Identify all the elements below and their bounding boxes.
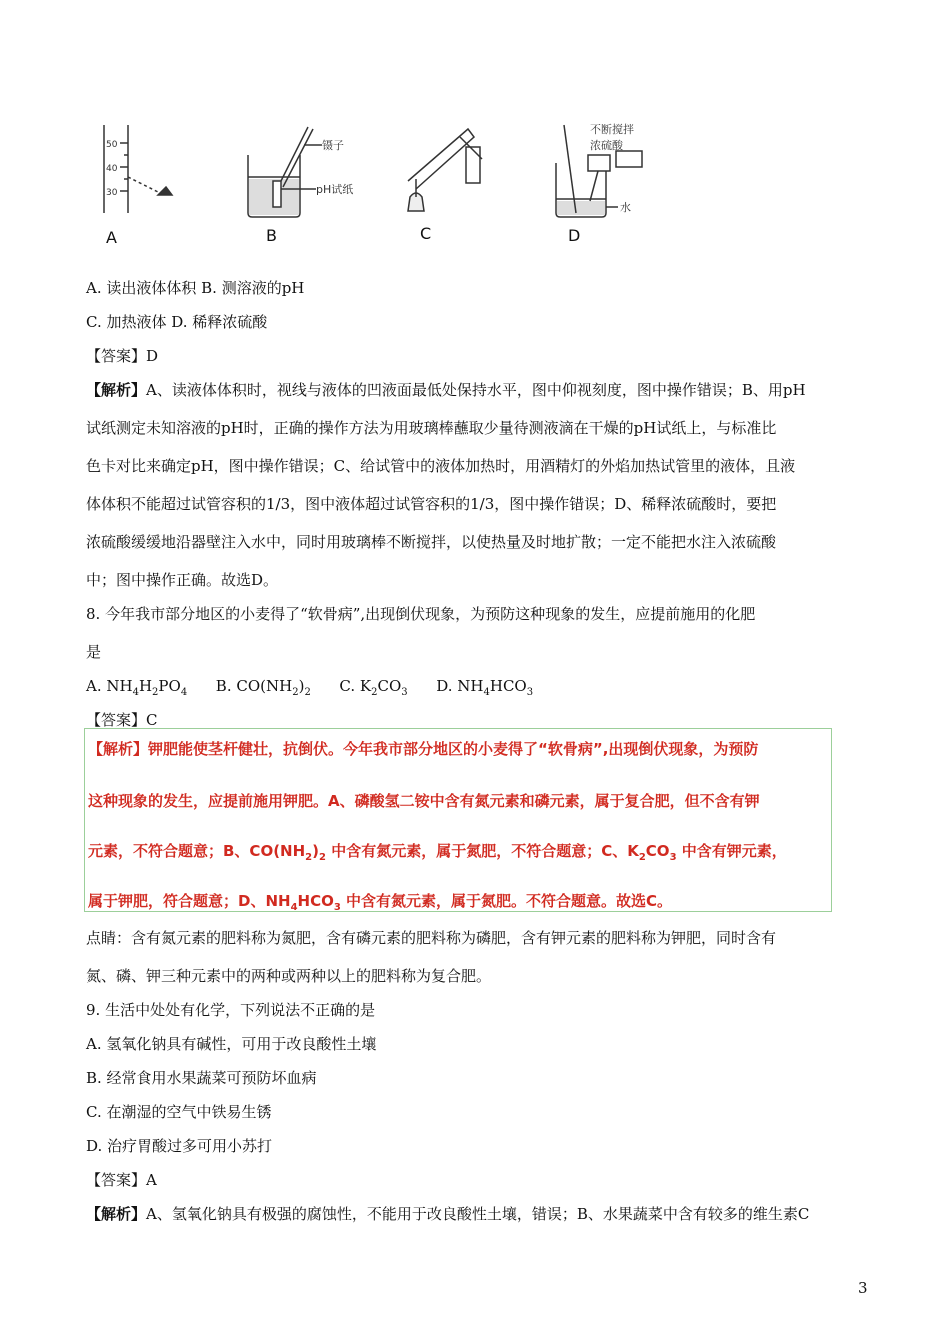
q9-analysis-tag: 【解析】 (86, 1205, 147, 1223)
figure-c-heating (408, 129, 482, 211)
q7-analysis-line5: 浓硫酸缓缓地沿器壁注入水中，同时用玻璃棒不断搅拌，以使热量及时地扩散；一定不能把水注入浓硫酸 (86, 533, 777, 551)
page-number: 3 (858, 1279, 868, 1297)
q8-red-line4: 属于钾肥，符合题意；D、$NH_4HCO_3$ 中含有氮元素，属于氮肥。不符合题意。故选C。 (88, 892, 673, 913)
q9-option-a: A. 氢氧化钠具有碱性，可用于改良酸性土壤 (86, 1035, 377, 1053)
label-stir: 不断搅拌 (590, 123, 634, 136)
q8-red-line1: 【解析】钾肥能使茎杆健壮，抗倒伏。今年我市部分地区的小麦得了“软骨病”,出现倒伏现象，为预防 (88, 740, 759, 758)
figure-label-d: D (568, 226, 581, 245)
q7-analysis-line1: 【解析】A、读液体体积时，视线与液体的凹液面最低处保持水平，图中仰视刻度，图中操作错误；B、用pH (86, 381, 806, 399)
q7-analysis-line2: 试纸测定未知溶液的pH时，正确的操作方法为用玻璃棒蘸取少量待测液滴在干燥的pH试纸上，与标准比 (86, 419, 777, 437)
q7-answer: 【答案】D (86, 347, 159, 365)
q8-tip-line1: 点睛：含有氮元素的肥料称为氮肥，含有磷元素的肥料称为磷肥，含有钾元素的肥料称为钾肥，同时含有 (86, 929, 777, 947)
label-water: 水 (620, 201, 631, 214)
figure-label-b: B (266, 226, 277, 245)
q9-analysis: 【解析】A、氢氧化钠具有极强的腐蚀性，不能用于改良酸性土壤，错误；B、水果蔬菜中含有较多的维生素C (86, 1205, 810, 1223)
q8-stem-line1: 8. 今年我市部分地区的小麦得了“软骨病”,出现倒伏现象，为预防这种现象的发生，应提前施用的化肥 (86, 605, 756, 623)
label-ph-paper: pH试纸 (316, 183, 354, 196)
label-tweezers: 镊子 (322, 139, 344, 152)
q7-analysis-line4: 体体积不能超过试管容积的1/3，图中液体超过试管容积的1/3，图中操作错误；D、稀释浓硫酸时，要把 (86, 495, 777, 513)
figure-b-beaker (248, 127, 322, 217)
q8-options: A. $NH_4H_2PO_4$ B. $CO(NH_2)_2$ C. $K_2CO_3$ D. $NH_4HCO_3$ (86, 677, 534, 698)
label-acid: 浓硫酸 (590, 139, 623, 152)
scale-tick-50: 50 (106, 140, 118, 150)
experiment-figure (90, 115, 690, 250)
figure-label-c: C (420, 224, 432, 243)
q8-red-line2: 这种现象的发生，应提前施用钾肥。A、磷酸氢二铵中含有氮元素和磷元素，属于复合肥，但不含有钾 (88, 792, 760, 810)
q9-option-d: D. 治疗胃酸过多可用小苏打 (86, 1137, 273, 1155)
q7-options-line2: C. 加热液体 D. 稀释浓硫酸 (86, 313, 268, 331)
q9-answer: 【答案】A (86, 1171, 157, 1189)
q8-tip-line2: 氮、磷、钾三种元素中的两种或两种以上的肥料称为复合肥。 (86, 967, 492, 985)
q8-answer: 【答案】C (86, 711, 158, 729)
scale-tick-30: 30 (106, 188, 118, 198)
q7-analysis-tag: 【解析】 (86, 381, 147, 399)
q7-options-line1: A. 读出液体体积 B. 测溶液的pH (86, 279, 305, 297)
scale-tick-40: 40 (106, 164, 118, 174)
q8-red-line3: 元素，不符合题意；B、$CO(NH_2)_2$ 中含有氮元素，属于氮肥，不符合题意；C、$K_2CO_3$ 中含有钾元素， (88, 842, 787, 863)
q7-analysis-line3: 色卡对比来确定pH，图中操作错误；C、给试管中的液体加热时，用酒精灯的外焰加热试管里的液体，且液 (86, 457, 796, 475)
q9-stem: 9. 生活中处处有化学，下列说法不正确的是 (86, 1001, 376, 1019)
q9-option-c: C. 在潮湿的空气中铁易生锈 (86, 1103, 272, 1121)
q8-stem-line2: 是 (86, 643, 102, 661)
q7-analysis-line6: 中；图中操作正确。故选D。 (86, 571, 279, 589)
q9-option-b: B. 经常食用水果蔬菜可预防坏血病 (86, 1069, 317, 1087)
figure-label-a: A (106, 228, 117, 247)
